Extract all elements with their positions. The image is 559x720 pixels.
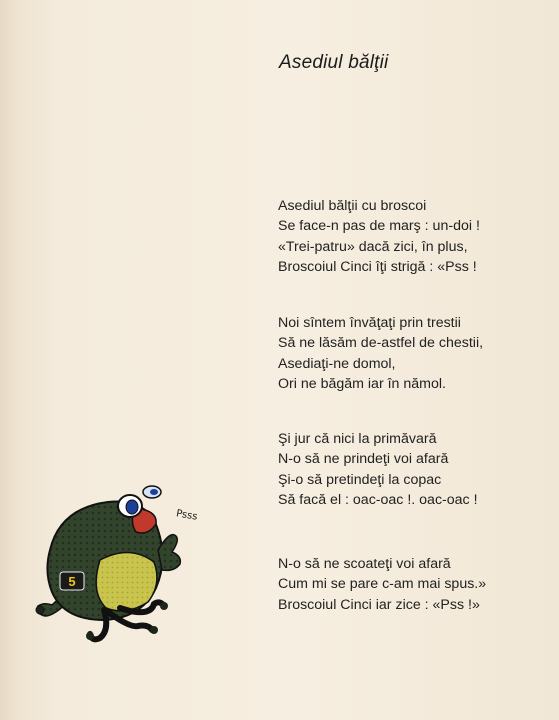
verse-line: Broscoiul Cinci îţi strigă : «Pss ! bbox=[278, 258, 477, 275]
verse-line: Ori ne băgăm iar în nămol. bbox=[278, 375, 446, 392]
verse-line: «Trei-patru» dacă zici, în plus, bbox=[278, 238, 468, 255]
verse-line: Să facă el : oac-oac !. oac-oac ! bbox=[278, 491, 478, 508]
verse-line: Cum mi se pare c-am mai spus.» bbox=[278, 576, 487, 593]
stanza-4 bbox=[278, 554, 486, 615]
verse-line: Noi sîntem învăţaţi prin trestii bbox=[278, 315, 461, 331]
verse-line: Se face-n pas de marş : un-doi ! bbox=[278, 218, 480, 235]
frog-illustration bbox=[30, 480, 200, 650]
verse-line: Să ne lăsăm de-astfel de chestii, bbox=[278, 335, 484, 352]
verse-line: N-o să ne prindeţi voi afară bbox=[278, 451, 449, 468]
verse-line: Şi jur că nici la primăvară bbox=[278, 431, 437, 447]
verse-line: Asediaţi-ne domol, bbox=[278, 355, 396, 372]
verse-line: N-o să ne scoateţi voi afară bbox=[278, 556, 451, 572]
badge-number: 5 bbox=[68, 574, 76, 589]
stanza-3 bbox=[278, 429, 478, 510]
verse-line: Şi-o să pretindeţi la copac bbox=[278, 471, 442, 488]
frog-belly bbox=[96, 552, 157, 610]
verse-line: Broscoiul Cinci iar zice : «Pss !» bbox=[278, 596, 480, 613]
poem-title: Asediul bălţii bbox=[279, 52, 389, 73]
stanza-1 bbox=[278, 196, 480, 277]
frog-pupil bbox=[126, 500, 138, 514]
verse-line: Asediul bălţii cu broscoi bbox=[278, 198, 427, 214]
speech-text: Psss bbox=[175, 508, 199, 523]
stanza-2 bbox=[278, 313, 483, 394]
